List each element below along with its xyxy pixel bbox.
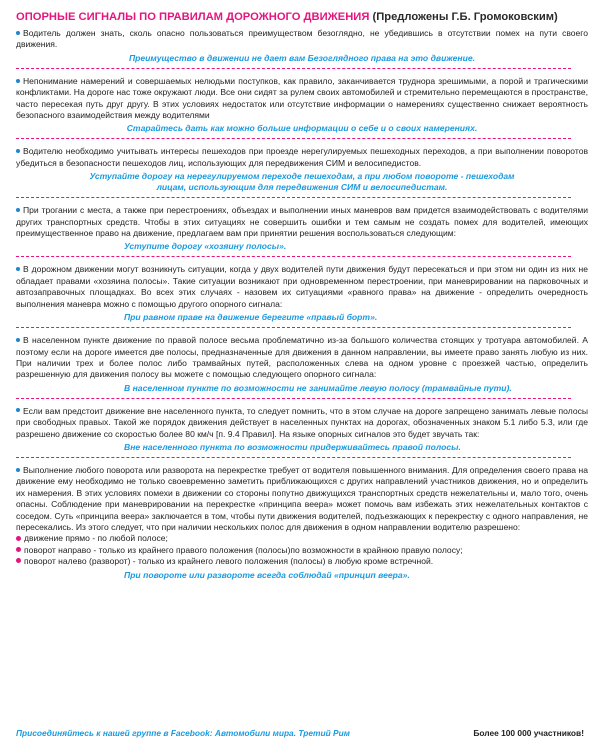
section-2: [16, 76, 588, 135]
red-dot-icon: [16, 536, 21, 541]
facebook-group-link[interactable]: Присоединяйтесь к нашей группе в Facebook: Автомобили мира. Третий Рим: [16, 728, 350, 738]
section-text: В дорожном движении могут возникнуть ситуации, когда у двух водителей пути движения будут пересекаться и при этом ни один из них не обладает правами «хозяина полосы». Такие ситуации возникают при одновременном перестроении, при маневрировании на парковочных и автозаправочных площадках. Во всех этих случаях - назовем их ситуациями «равного права» на движение - определить очередность выполнения маневра можно с помощью другого опорного сигнала:: [16, 264, 588, 309]
bullet-dot-icon: [16, 408, 20, 412]
member-count: Более 100 000 участников!: [473, 728, 584, 738]
section-text: Выполнение любого поворота или разворота на перекрестке требует от водителя повышенного внимания. Для определения своего права на движение ему необходимо не только своевременно заметить приближающихся с других направлений участников движения, но и определить их намерения. В этих условиях помехи в движении со стороны попутно движущихся транспортных средств нежелательны и, мало того, очень опасны. Соблюдение при маневрировании на перекрестке «принципа веера» может помочь вам избежать этих нежелательных контактов с соседом. Суть «принципа веера» заключается в том, чтобы пути движения водителей, подъезжающих к перекрестку с одного направления, не пересекались. Из этого следует, что при наличии нескольких полос для движения в одном направлении водителю разрешено:: [16, 464, 588, 532]
section-1: [16, 28, 588, 64]
signal-rule: В населенном пункте по возможности не занимайте левую полосу (трамвайные пути).: [124, 382, 512, 393]
signal-rule: При повороте или развороте всегда соблюдай «принцип веера».: [124, 569, 410, 580]
section-text: Непонимание намерений и совершаемых нелюдьми поступков, как правило, заканчивается труднора зрешимыми, а порой и трагическими конфликтами. На дороге нас тоже окружают люди. Все они сидят за рулем своих автомобилей и стремительно перемещаются в пространстве, часто пересекая путь друг другу. В этих условиях недостаток или отсутствие информации о намерениях существенно снижает вероятность безопасного взаимодействия между водителями: [16, 75, 588, 121]
signal-rule: При равном праве на движение берегите «правый борт».: [124, 312, 378, 323]
section-8: [16, 465, 588, 581]
bullet-dot-icon: [16, 338, 20, 342]
section-text: В населенном пункте движение по правой полосе весьма проблематично из-за большого количества стоящих у тротуара автомобилей. А поэтому если на дороге имеется две полосы, предназначенные для движения в данном направлении, вы имеете право занять любую из них. При наличии трех и более полос либо трамвайных путей, расположенных слева на одном уровне с проезжей частью, определить разрешенную для движения полосу вы можете с помощью следующего опорного сигнала:: [16, 335, 588, 380]
bullet-dot-icon: [16, 468, 20, 472]
page-title: [16, 10, 588, 24]
red-dot-icon: [16, 558, 21, 563]
section-6: [16, 335, 588, 394]
bullet-dot-icon: [16, 31, 20, 35]
section-divider: [16, 256, 571, 258]
section-divider: [16, 197, 571, 199]
list-item: поворот налево (разворот) - только из крайнего левого положения (полосы) в любую кроме встречной.: [16, 556, 588, 567]
section-text: При трогании с места, а также при перестроениях, объездах и выполнении иных маневров вам придется взаимодействовать с водителями других транспортных средств. Чтобы в этих ситуациях не совершить ошибки и тем самым не создать помех для водителей, имеющих преимущественное право на движение, предлагаем вам при принятии решения воспользоваться следующим:: [16, 205, 588, 239]
section-text: Водитель должен знать, сколь опасно пользоваться преимуществом безоглядно, не убедившись в отсутствии помех на пути своего движения.: [16, 28, 588, 50]
section-4: [16, 205, 588, 252]
section-5: [16, 264, 588, 323]
section-divider: [16, 68, 571, 70]
signal-rule: Уступайте дорогу на нерегулируемом переходе пешеходам, а при любом повороте - пешеходам лицам, использующим для передвижения СИМ и велосипедистам.: [89, 171, 515, 193]
section-text: Если вам предстоит движение вне населенного пункта, то следует помнить, что в этом случае на дороге запрещено занимать левые полосы при свободных правых. Такой же порядок движения действует в населенных пунктах на дорогах, обозначенных знаком 5.1 либо 5.3, или где разрешено движение со скоростью более 80 км/ч [п. 9.4 Правил]. На языке опорных сигналов это будет звучать так:: [16, 405, 588, 439]
section-divider: [16, 138, 571, 140]
red-dot-icon: [16, 547, 21, 552]
section-3: [16, 146, 588, 193]
bullet-dot-icon: [16, 267, 20, 271]
signal-rule: Вне населенного пункта по возможности придерживайтесь правой полосы.: [124, 441, 461, 452]
signal-rule: Уступите дорогу «хозяину полосы».: [124, 241, 287, 252]
bullet-dot-icon: [16, 208, 20, 212]
title-author: (Предложены Г.Б. Громоковским): [369, 11, 558, 23]
section-divider: [16, 398, 571, 400]
bullet-dot-icon: [16, 79, 20, 83]
footer: [16, 728, 584, 738]
list-item: движение прямо - по любой полосе;: [16, 533, 588, 544]
section-divider: [16, 327, 571, 329]
section-7: [16, 406, 588, 453]
section-divider: [16, 457, 571, 459]
signal-rule: Старайтесь дать как можно больше информации о себе и о своих намерениях.: [126, 123, 478, 134]
signal-rule: Преимущество в движении не дает вам Безоглядного права на это движение.: [128, 52, 476, 63]
list-item: поворот направо - только из крайнего правого положения (полосы)по возможности в крайнюю правую полосу;: [16, 545, 588, 556]
title-main: ОПОРНЫЕ СИГНАЛЫ ПО ПРАВИЛАМ ДОРОЖНОГО ДВИЖЕНИЯ: [16, 11, 370, 23]
rule-list: [16, 533, 588, 567]
bullet-dot-icon: [16, 149, 20, 153]
section-text: Водителю необходимо учитывать интересы пешеходов при проезде нерегулируемых пешеходных переходов, а при выполнении поворотов убедиться в безопасности пешеходов лиц, использующих для передвижения СИМ и велосипедистов.: [16, 146, 588, 168]
